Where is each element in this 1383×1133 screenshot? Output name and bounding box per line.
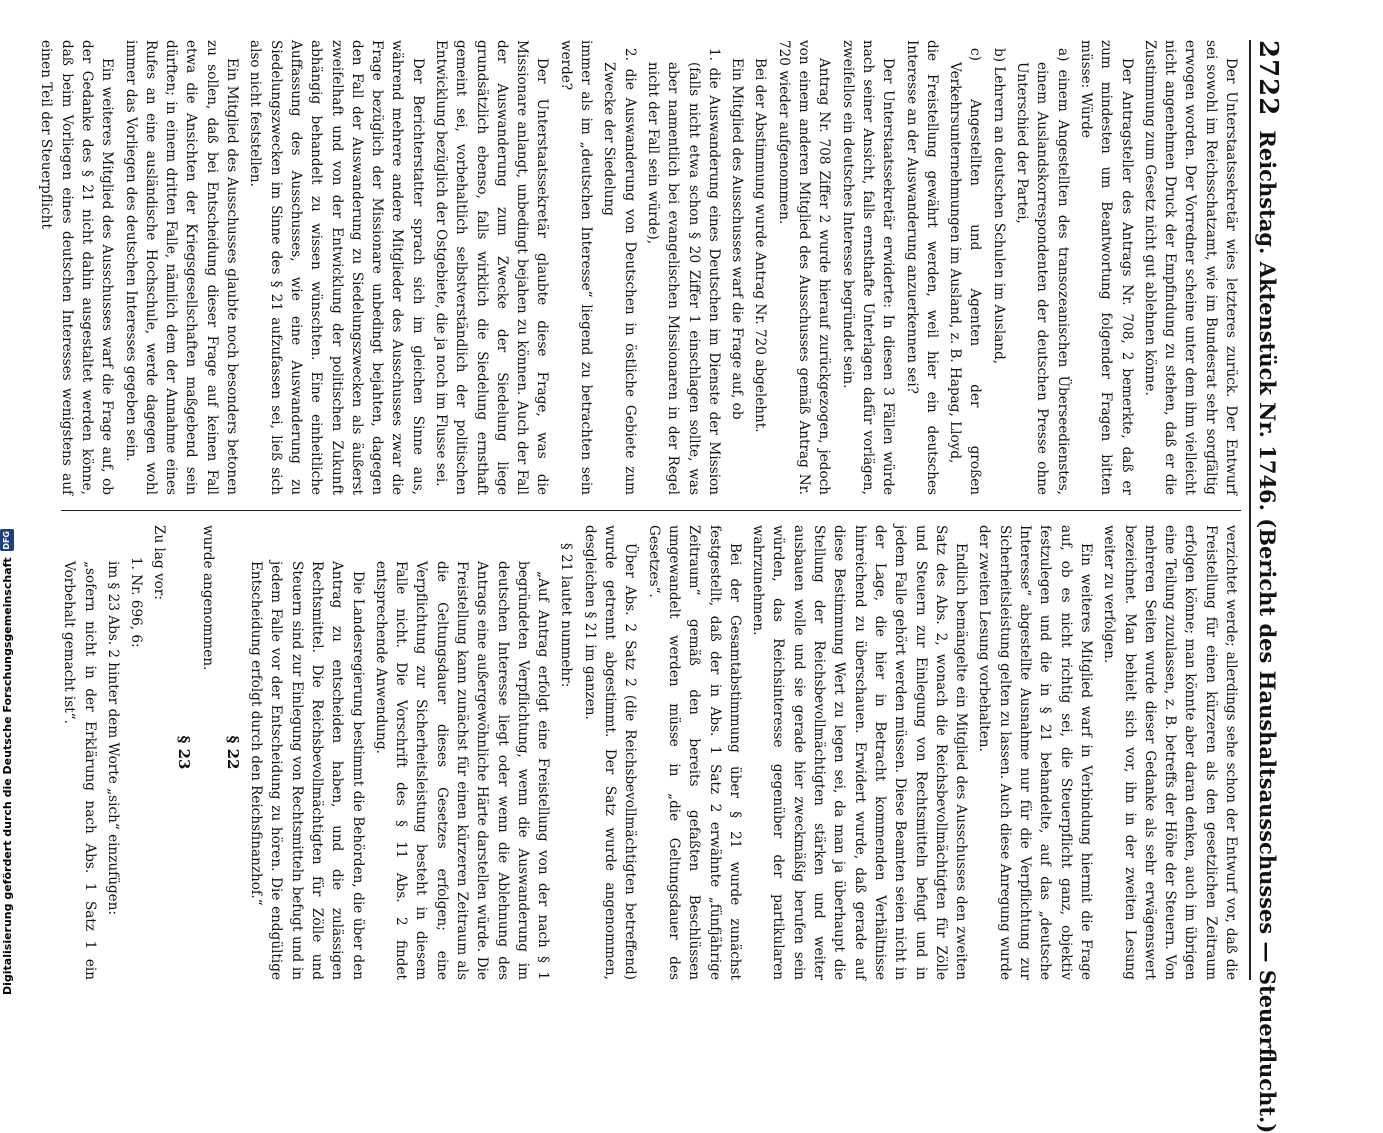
dfg-note-text: Digitalisierung gefördert durch die Deutsche Forschungsgemeinschaft <box>0 557 14 995</box>
paragraph: Endlich bemängelte ein Mitglied des Ausschusses den zweiten Satz des Abs. 2, wonach die Reichsbevollmächtigten für Zölle und Steuern zur Einlegung von Rechtsmitteln befugt und in jedem Falle gehört werden müssen. Diese Beamten seien nicht in der Lage, die hier in Betracht kommenden Verhältnisse hinreichend zu überschauen. Erwidert wurde, daß gerade auf diese Bestimmung Wert zu legen sei, da man ja überhaupt die Stellung der Reichsbevollmächtigten stärken und weiter ausbauen wolle und sie gerade hier zweckmäßig berufen sein würden, das Reichsinteresse gegenüber der partikularen wahrzunehmen. <box>750 525 970 980</box>
list-item: 1. Nr. 696, 6: <box>128 557 145 648</box>
paragraph: § 21 lautet nunmehr: <box>558 543 575 688</box>
paragraph: Der Unterstaatssekretär erwiderte: In diesen 3 Fällen würde nach seiner Ansicht, falls ernsthafte Unterlagen dafür vorlägen, zweifellos ein deutsches Interesse begründet sein. <box>839 40 897 495</box>
paragraph: Ein Mitglied des Ausschusses warf die Frage auf, ob <box>729 58 746 420</box>
paragraph: Über Abs. 2 Satz 2 (die Reichsbevollmächtigten betreffend) wurde getrennt abgestimmt. Der Satz wurde angenommen, desgleichen § 21 im ganzen. <box>581 525 639 980</box>
paragraph: Bei der Gesamtabstimmung über § 21 wurde zunächst festgestellt, daß der in Abs. 1 Satz 2 erwähnte „fünfjährige Zeitraum“ gemäß den bereits gefaßten Beschlüssen umgewandelt werden müsse in „die Geltungsdauer des Gesetzes“. <box>645 525 743 980</box>
paragraph: Der Unterstaatssekretär glaubte diese Frage, was die Missionare anlangt, unbedingt bejahen zu können. Auch der Fall der Auswanderung zum Zwecke der Siedelung liege grundsätzlich ebenso, falls wirklich die Siedelung ernsthaft gemeint sei, vorbehaltlich selbstverständlich der politischen Entwicklung bezüglich der Ostgebiete, die ja noch im Flusse sei. <box>433 40 551 495</box>
paragraph: Der Antragsteller des Antrags Nr. 708, 2 bemerkte, daß er zum mindesten um Beantwortung folgender Fragen bitten müsse: Würde <box>1077 40 1135 495</box>
paragraph: immer als im „deutschen Interesse“ liegend zu betrachten sein werde? <box>557 40 595 495</box>
list-item: a) einem Angestellten des transozeanischen Überseedienstes, einem Auslandskorrespondenten der deutschen Presse ohne Unterschied der Partei, <box>1014 48 1071 495</box>
paragraph: Der Berichterstatter sprach sich im gleichen Sinne aus, während mehrere andere Mitglieder des Ausschusses zwar die Frage bezüglich der Missionare unbedingt bejahten, dagegen den Fall der Auswanderung zu Siedelungszwecken als äußerst zweifelhaft und von der Entwicklung der politischen Zukunft abhängig behandelt zu wissen wünschten. Eine einheitliche Auffassung des Ausschusses, wie eine Auswanderung zu Siedelungszwecken im Sinne des § 21 aufzufassen sei, ließ sich also nicht feststellen. <box>247 40 426 495</box>
paragraph: Bei der Abstimmung wurde Antrag Nr. 720 abgelehnt. <box>752 58 769 433</box>
quoted-paragraph: im § 23 Abs. 2 hinter dem Worte „sich“ einzufügen: <box>104 561 121 916</box>
paragraph: Ein Mitglied des Ausschusses glaubte noch besonders betonen zu sollen, daß bei Entscheidung dieser Frage auf keinen Fall etwa die Ansichten der Kriegsgesellschaften maßgebend sein dürften; in einem dritten Falle, nämlich dem der Annahme eines Rufes an eine ausländische Hochschule, werde dagegen wohl immer das Vorliegen des deutschen Interesses gegeben sein. <box>122 40 241 495</box>
list-item: c) Angestellten und Agenten der großen Verkehrsunternehmungen im Ausland, z. B. Hapag, Lloyd, <box>947 48 984 495</box>
paragraph: Antrag Nr. 708 Ziffer 2 wurde hierauf zurückgezogen, jedoch von einem anderen Mitglied des Ausschusses gemäß Antrag Nr. 720 wieder aufgenommen. <box>775 40 833 495</box>
paragraph: Ein weiteres Mitglied warf in Verbindung hiermit die Frage auf, ob es nicht richtig sei, die Steuerpflicht ganz, objektiv festzulegen und die in § 21 behandelte, auf das „deutsche Interesse“ abgestellte Ausnahme nur für die Verpflichtung zur Sicherheitsleistung gelten zu lassen. Auch diese Anregung wurde der zweiten Lesung vorbehalten. <box>976 525 1094 980</box>
quoted-paragraph: „sofern nicht in der Erklärung nach Abs. 1 Satz 1 ein Vorbehalt gemacht ist“. <box>61 561 98 980</box>
paragraph: verzichtet werde; allerdings sehe schon der Entwurf vor, daß die Freistellung für einen kürzeren als den gesetzlichen Zeitraum erfolgen könne; man könnte aber daran denken, auch im übrigen eine Teilung zuzulassen, z. B. betreffs der Höhe der Steuern. Von mehreren Seiten wurde dieser Gedanke als sehr erwägenswert bezeichnet. Man behielt sich vor, ihn in der zweiten Lesung weiter zu verfolgen. <box>1101 525 1239 980</box>
quoted-paragraph: Die Landesregierung bestimmt die Behörden, die über den Antrag zu entscheiden haben, und die zulässigen Rechtsmittel. Die Reichsbevollmächtigten für Zölle und Steuern sind zur Einlegung von Rechtsmitteln befugt und in jedem Falle vor der Entscheidung zu hören. Die endgültige Entscheidung erfolgt durch den Reichsfinanzhof.“ <box>248 561 366 980</box>
column-divider <box>61 510 1241 511</box>
dfg-footer-note <box>0 529 14 995</box>
page-number: 2722 <box>1253 40 1283 117</box>
section-heading: § 22 <box>223 735 242 770</box>
paragraph: die Freistellung gewährt werden, weil hier ein deutsches Interesse an der Auswanderung anzuerkennen sei? <box>903 40 940 495</box>
list-item: 1. die Auswanderung eines Deutschen im Dienste der Mission (falls nicht etwa schon § 20 Ziffer 1 einschlagen sollte, was aber namentlich bei evangelischen Missionaren in der Regel nicht der Fall sein würde), <box>644 48 722 495</box>
dfg-logo-icon: DFG <box>0 529 14 551</box>
right-column <box>61 525 1241 980</box>
left-column <box>38 40 1241 495</box>
paragraph: Ein weiteres Mitglied des Ausschusses warf die Frage auf, ob der Gedanke des § 21 nicht dahin ausgestaltet werden könne, daß beim Vorliegen eines deutschen Interesses wenigstens auf einen Teil der Steuerpflicht <box>38 40 116 495</box>
running-head-title: Reichstag. Aktenstück Nr. 1746. (Bericht des Haushaltsausschusses — Steuerflucht.) <box>1255 130 1280 1133</box>
list-item: 2. die Auswanderung von Deutschen in östliche Gebiete zum Zwecke der Siedelung <box>601 48 638 495</box>
two-column-body <box>38 40 1241 980</box>
rotated-document-page <box>38 40 1283 1133</box>
paragraph: wurde angenommen. <box>199 525 216 671</box>
section-heading: § 23 <box>175 735 194 770</box>
list-item: b) Lehrern an deutschen Schulen im Ausland, <box>990 48 1007 365</box>
paragraph: Zu lag vor: <box>151 525 168 600</box>
running-head <box>1249 40 1283 1133</box>
paragraph: Der Unterstaatssekretär wies letzteres zurück. Der Entwurf sei sowohl im Reichsschatzamt, wie im Bundesrat sehr sorgfältig erwogen worden. Der Vorredner scheine unter dem ihm vielleicht nicht angenehmen Druck der Empfindung zu stehen, daß er die Zustimmung zum Gesetz nicht gut ablehnen könne. <box>1141 40 1239 495</box>
quoted-paragraph: „Auf Antrag erfolgt eine Freistellung von der nach § 1 begründeten Verpflichtung, wenn die Auswanderung im deutschen Interesse liegt oder wenn die Ablehnung des Antrags eine außergewöhnliche Härte darstellen würde. Die Freistellung kann zunächst für einen kürzeren Zeitraum als die Geltungsdauer dieses Gesetzes erfolgen; eine Verpflichtung zur Sicherheitsleistung besteht in diesem Falle nicht. Die Vorschrift des § 11 Abs. 2 findet entsprechende Anwendung. <box>372 561 552 980</box>
